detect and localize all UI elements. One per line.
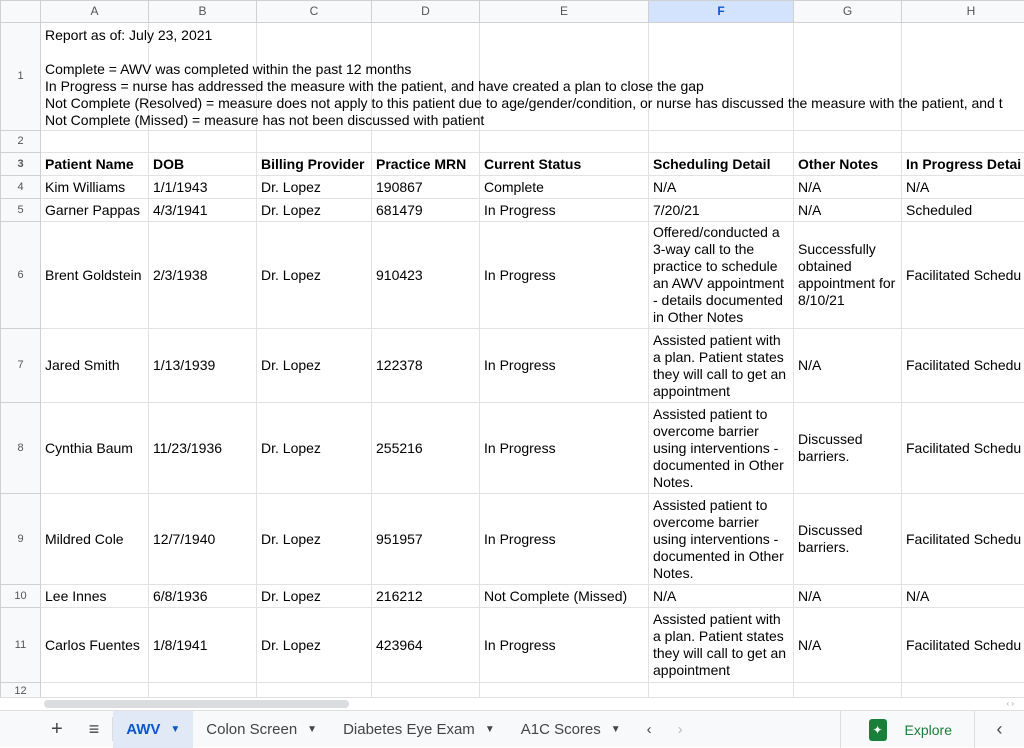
table-cell[interactable]: Dr. Lopez	[257, 199, 372, 222]
column-label[interactable]: DOB	[149, 153, 257, 176]
table-cell[interactable]: 4/3/1941	[149, 199, 257, 222]
column-label[interactable]: Billing Provider	[257, 153, 372, 176]
table-cell[interactable]: Kim Williams	[41, 176, 149, 199]
column-header-G[interactable]: G	[794, 1, 902, 23]
empty-cell[interactable]	[257, 683, 372, 698]
table-cell[interactable]: 910423	[372, 222, 480, 329]
table-cell[interactable]: 12/7/1940	[149, 494, 257, 585]
table-cell[interactable]: Garner Pappas	[41, 199, 149, 222]
empty-cell[interactable]	[649, 683, 794, 698]
table-cell[interactable]: Facilitated Schedu	[902, 329, 1024, 403]
column-header-F[interactable]: F	[649, 1, 794, 23]
sheet-tab-label: Colon Screen	[206, 721, 297, 738]
row-number[interactable]: 10	[1, 585, 41, 608]
table-row	[1, 131, 1024, 153]
empty-cell[interactable]	[480, 23, 649, 131]
table-cell[interactable]: Assisted patient to overcome barrier using interventions - documented in Other Notes.	[649, 403, 794, 494]
table-cell[interactable]: 190867	[372, 176, 480, 199]
chevron-left-icon: ‹	[647, 721, 652, 738]
row-number[interactable]: 12	[1, 683, 41, 698]
table-cell[interactable]: Mildred Cole	[41, 494, 149, 585]
empty-cell[interactable]	[149, 131, 257, 153]
table-cell[interactable]: Carlos Fuentes	[41, 608, 149, 683]
sheet-tab[interactable]	[113, 711, 193, 748]
sheet-tab[interactable]	[330, 711, 508, 748]
caret-down-icon: ▼	[170, 724, 180, 735]
empty-cell[interactable]	[372, 131, 480, 153]
table-cell[interactable]: 1/1/1943	[149, 176, 257, 199]
table-cell[interactable]: 11/23/1936	[149, 403, 257, 494]
table-row	[1, 199, 1024, 222]
table-cell[interactable]: Dr. Lopez	[257, 176, 372, 199]
table-cell[interactable]: 122378	[372, 329, 480, 403]
empty-cell[interactable]	[480, 683, 649, 698]
table-cell[interactable]: 1/13/1939	[149, 329, 257, 403]
caret-down-icon: ▼	[611, 724, 621, 735]
table-cell[interactable]: Discussed barriers.	[794, 494, 902, 585]
table-cell[interactable]: Jared Smith	[41, 329, 149, 403]
column-label[interactable]: Practice MRN	[372, 153, 480, 176]
table-cell[interactable]: In Progress	[480, 494, 649, 585]
select-all-corner[interactable]	[1, 1, 41, 23]
add-sheet-button[interactable]	[38, 711, 76, 748]
side-panel-toggle[interactable]	[974, 711, 1024, 748]
caret-down-icon: ▼	[485, 724, 495, 735]
table-cell[interactable]: 2/3/1938	[149, 222, 257, 329]
column-header-C[interactable]: C	[257, 1, 372, 23]
table-row	[1, 153, 1024, 176]
table-row	[1, 329, 1024, 403]
column-label[interactable]: In Progress Detai	[902, 153, 1024, 176]
table-cell[interactable]: Facilitated Schedu	[902, 494, 1024, 585]
sheet-tab-label: Diabetes Eye Exam	[343, 721, 475, 738]
table-cell[interactable]: Assisted patient with a plan. Patient states they will call to get an appointment	[649, 329, 794, 403]
table-row	[1, 176, 1024, 199]
explore-button[interactable]	[840, 711, 974, 748]
scroll-tabs-right-button[interactable]	[665, 711, 696, 748]
column-header-H[interactable]: H	[902, 1, 1024, 23]
caret-down-icon: ▼	[307, 724, 317, 735]
table-cell[interactable]: 7/20/21	[649, 199, 794, 222]
table-cell[interactable]: In Progress	[480, 329, 649, 403]
row-number[interactable]: 1	[1, 23, 41, 131]
table-cell[interactable]: Facilitated Schedu	[902, 222, 1024, 329]
empty-cell[interactable]	[41, 131, 149, 153]
table-cell[interactable]: Dr. Lopez	[257, 608, 372, 683]
table-cell[interactable]: Facilitated Schedu	[902, 403, 1024, 494]
table-cell[interactable]: Complete	[480, 176, 649, 199]
horizontal-scrollbar[interactable]	[0, 697, 1024, 710]
empty-cell[interactable]	[480, 131, 649, 153]
empty-cell[interactable]	[902, 131, 1024, 153]
row-number[interactable]: 9	[1, 494, 41, 585]
table-cell[interactable]: 255216	[372, 403, 480, 494]
table-cell[interactable]: Facilitated Schedu	[902, 608, 1024, 683]
table-cell[interactable]: 423964	[372, 608, 480, 683]
table-row	[1, 683, 1024, 698]
table-cell[interactable]: Dr. Lopez	[257, 585, 372, 608]
empty-cell[interactable]	[794, 131, 902, 153]
table-cell[interactable]: Not Complete (Missed)	[480, 585, 649, 608]
scroll-tabs-left-button[interactable]	[634, 711, 665, 748]
sheet-tab-label: AWV	[126, 721, 160, 738]
column-header-D[interactable]: D	[372, 1, 480, 23]
empty-cell[interactable]	[902, 23, 1024, 131]
table-cell[interactable]: Discussed barriers.	[794, 403, 902, 494]
sheet-tab[interactable]	[508, 711, 634, 748]
table-cell[interactable]: N/A	[649, 585, 794, 608]
table-row	[1, 608, 1024, 683]
empty-cell[interactable]	[794, 23, 902, 131]
table-cell[interactable]: 951957	[372, 494, 480, 585]
empty-cell[interactable]	[902, 683, 1024, 698]
column-header-row	[1, 1, 1024, 23]
row-number[interactable]: 8	[1, 403, 41, 494]
table-cell[interactable]: Lee Innes	[41, 585, 149, 608]
table-cell[interactable]: 1/8/1941	[149, 608, 257, 683]
table-cell[interactable]: N/A	[794, 199, 902, 222]
table-cell[interactable]: Offered/conducted a 3-way call to the practice to schedule an AWV appointment - details documented in Other Notes	[649, 222, 794, 329]
table-cell[interactable]: Assisted patient with a plan. Patient states they will call to get an appointment	[649, 608, 794, 683]
empty-cell[interactable]	[372, 683, 480, 698]
explore-label: Explore	[905, 722, 952, 738]
menu-icon: ≡	[89, 719, 100, 740]
empty-cell[interactable]	[649, 131, 794, 153]
all-sheets-button[interactable]	[76, 717, 114, 741]
table-cell[interactable]: In Progress	[480, 403, 649, 494]
empty-cell[interactable]	[41, 683, 149, 698]
report-legend-note[interactable]: Report as of: July 23, 2021 Complete = AWV was completed within the past 12 months In Progress = nurse has addressed the measure with the patient, and have created a plan to close the gap Not Complete (Resolved) = measure does not apply to this patient due to age/gender/condition, or nurse has discussed the measure with the patient, and t Not Complete (Missed) = measure has not been discussed with patient	[41, 23, 149, 131]
table-cell[interactable]: Dr. Lopez	[257, 403, 372, 494]
table-row	[1, 23, 1024, 131]
empty-cell[interactable]	[257, 131, 372, 153]
sheet-tab-bar	[0, 710, 1024, 747]
table-cell[interactable]: N/A	[794, 329, 902, 403]
column-header-A[interactable]: A	[41, 1, 149, 23]
table-cell[interactable]: 6/8/1936	[149, 585, 257, 608]
row-number[interactable]: 4	[1, 176, 41, 199]
column-label[interactable]: Other Notes	[794, 153, 902, 176]
table-cell[interactable]: Assisted patient to overcome barrier using interventions - documented in Other Notes.	[649, 494, 794, 585]
chevron-right-icon: ›	[678, 721, 683, 738]
column-label[interactable]: Current Status	[480, 153, 649, 176]
table-cell[interactable]: N/A	[902, 176, 1024, 199]
row-number[interactable]: 6	[1, 222, 41, 329]
table-row	[1, 585, 1024, 608]
table-cell[interactable]: N/A	[794, 608, 902, 683]
table-cell[interactable]: Dr. Lopez	[257, 329, 372, 403]
table-cell[interactable]: In Progress	[480, 608, 649, 683]
column-header-E[interactable]: E	[480, 1, 649, 23]
table-cell[interactable]: Cynthia Baum	[41, 403, 149, 494]
row-number[interactable]: 5	[1, 199, 41, 222]
table-cell[interactable]: 681479	[372, 199, 480, 222]
scroll-arrows[interactable]: ‹ ›	[1006, 699, 1014, 708]
table-row	[1, 403, 1024, 494]
table-cell[interactable]: Dr. Lopez	[257, 494, 372, 585]
table-cell[interactable]: In Progress	[480, 199, 649, 222]
row-number[interactable]: 3	[1, 153, 41, 176]
table-cell[interactable]: Dr. Lopez	[257, 222, 372, 329]
explore-icon: ✦	[869, 719, 887, 741]
table-cell[interactable]: Brent Goldstein	[41, 222, 149, 329]
scrollbar-thumb[interactable]	[44, 700, 349, 708]
sheet-tab-label: A1C Scores	[521, 721, 601, 738]
table-row	[1, 494, 1024, 585]
row-number[interactable]: 2	[1, 131, 41, 153]
table-cell[interactable]: In Progress	[480, 222, 649, 329]
table-cell[interactable]: N/A	[902, 585, 1024, 608]
plus-icon: +	[51, 718, 63, 741]
column-label[interactable]: Patient Name	[41, 153, 149, 176]
sheet-tab[interactable]	[193, 711, 330, 748]
column-label[interactable]: Scheduling Detail	[649, 153, 794, 176]
chevron-left-icon: ‹	[997, 719, 1003, 740]
empty-cell[interactable]	[149, 683, 257, 698]
table-cell[interactable]: N/A	[649, 176, 794, 199]
table-cell[interactable]: 216212	[372, 585, 480, 608]
table-cell[interactable]: N/A	[794, 585, 902, 608]
table-row	[1, 222, 1024, 329]
empty-cell[interactable]	[649, 23, 794, 131]
column-header-B[interactable]: B	[149, 1, 257, 23]
table-cell[interactable]: N/A	[794, 176, 902, 199]
empty-cell[interactable]	[794, 683, 902, 698]
row-number[interactable]: 11	[1, 608, 41, 683]
row-number[interactable]: 7	[1, 329, 41, 403]
table-cell[interactable]: Scheduled	[902, 199, 1024, 222]
table-cell[interactable]: Successfully obtained appointment for 8/10/21	[794, 222, 902, 329]
